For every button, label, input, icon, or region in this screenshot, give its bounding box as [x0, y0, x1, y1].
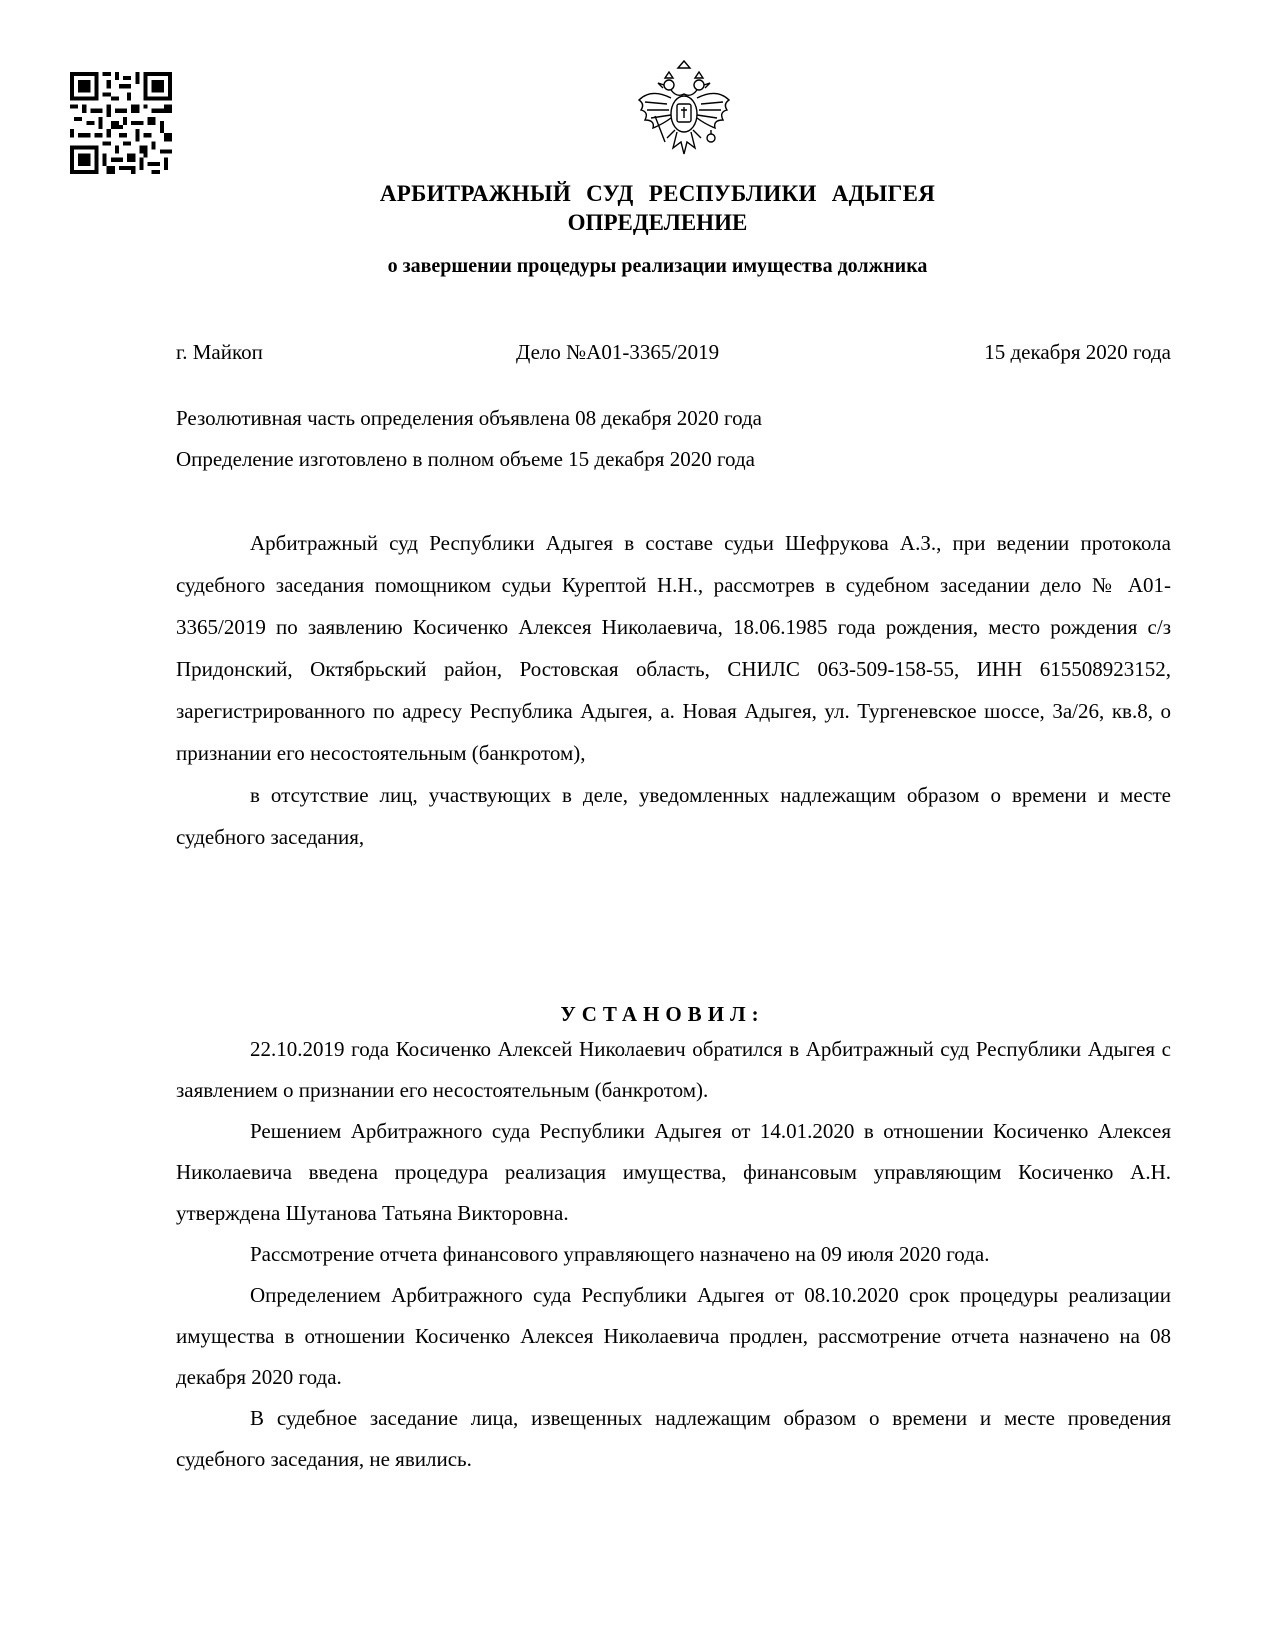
- established-section: [176, 1029, 1171, 1480]
- decision-date: 15 декабря 2020 года: [984, 340, 1171, 364]
- body-paragraph: Определением Арбитражного суда Республики Адыгея от 08.10.2020 срок процедуры реализации имущества в отношении Косиченко Алексея Николаевича продлен, рассмотрение отчета назначено на 08 декабря 2020 года.: [176, 1283, 1171, 1389]
- intro-section: [176, 522, 1171, 858]
- document-subject: о завершении процедуры реализации имущества должника: [387, 255, 928, 277]
- body-paragraph: В судебное заседание лица, извещенных надлежащим образом о времени и месте проведения судебного заседания, не явились.: [176, 1406, 1171, 1471]
- case-meta-row: [176, 338, 1171, 368]
- announcement-line: Определение изготовлено в полном объеме 15 декабря 2020 года: [176, 447, 755, 471]
- intro-paragraph: Арбитражный суд Республики Адыгея в составе судьи Шефрукова А.З., при ведении протокола судебного заседания помощником судьи Курептой Н.Н., рассмотрев в судебном заседании дело № А01-3365/2019 по заявлению Косиченко Алексея Николаевича, 18.06.1985 года рождения, место рождения с/з Придонский, Октябрьский район, Ростовская область, СНИЛС 063-509-158-55, ИНН 615508923152, зарегистрированного по адресу Республика Адыгея, а. Новая Адыгея, ул. Тургеневское шоссе, 3а/26, кв.8, о признании его несостоятельным (банкротом),: [176, 531, 1171, 765]
- announcement-line: Резолютивная часть определения объявлена 08 декабря 2020 года: [176, 406, 762, 430]
- document-type: ОПРЕДЕЛЕНИЕ: [567, 210, 748, 235]
- section-heading: УСТАНОВИЛ:: [560, 1002, 765, 1026]
- intro-paragraph: в отсутствие лиц, участвующих в деле, уведомленных надлежащим образом о времени и месте судебного заседания,: [176, 783, 1171, 849]
- case-number: Дело №А01-3365/2019: [516, 340, 720, 364]
- body-paragraph: Решением Арбитражного суда Республики Адыгея от 14.01.2020 в отношении Косиченко Алексея Николаевича введена процедура реализация имущества, финансовым управляющим Косиченко А.Н. утверждена Шутанова Татьяна Викторовна.: [176, 1119, 1171, 1225]
- city: г. Майкоп: [176, 340, 263, 364]
- court-name: АРБИТРАЖНЫЙ СУД РЕСПУБЛИКИ АДЫГЕЯ: [379, 181, 936, 206]
- announcements: [176, 398, 1171, 480]
- coat-of-arms-icon: [631, 58, 737, 164]
- qr-code-icon: [70, 72, 172, 174]
- body-paragraph: Рассмотрение отчета финансового управляющего назначено на 09 июля 2020 года.: [250, 1242, 990, 1266]
- body-paragraph: 22.10.2019 года Косиченко Алексей Николаевич обратился в Арбитражный суд Республики Адыгея с заявлением о признании его несостоятельным (банкротом).: [176, 1037, 1171, 1102]
